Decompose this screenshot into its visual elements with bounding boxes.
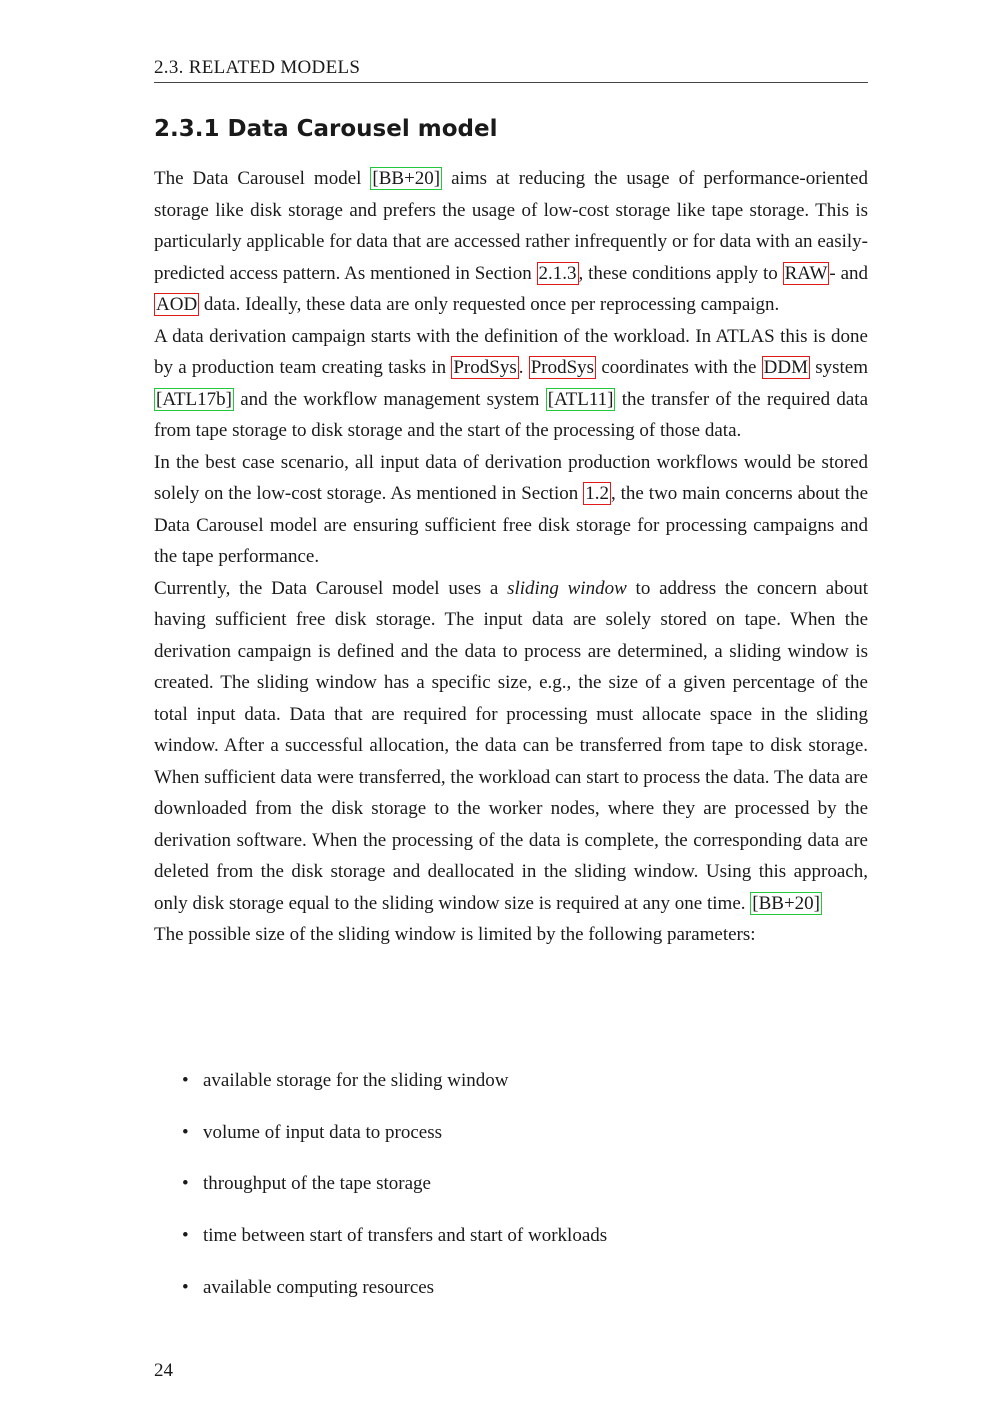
paragraph-5: The possible size of the sliding window is limited by the following parameters:: [154, 924, 756, 945]
glossary-link-prodsys[interactable]: ProdSys: [453, 357, 517, 378]
text-run: In the best case scenario, all input data of derivation production workflows would be stored solely on the low-cost storage. As mentioned in Section: [154, 451, 868, 504]
text-run: the transfer of the required data from tape storage to disk storage and the start of the processing of those data.: [154, 388, 869, 441]
parameter-list: [182, 1064, 607, 1322]
section-number: 2.3.1: [154, 116, 220, 142]
bullet-icon: •: [182, 1276, 189, 1298]
paragraph-1: [154, 163, 868, 321]
bullet-icon: •: [182, 1070, 189, 1091]
list-item-text: time between start of transfers and start of workloads: [203, 1225, 608, 1247]
emphasis-term: sliding window: [507, 577, 627, 599]
list-item-text: throughput of the tape storage: [203, 1173, 431, 1195]
glossary-link-aod[interactable]: AOD: [156, 294, 198, 315]
text-run: system: [809, 357, 869, 378]
paragraph-4: [154, 573, 868, 920]
running-header: 2.3. RELATED MODELS: [154, 57, 868, 83]
list-item-text: available storage for the sliding window: [203, 1070, 509, 1091]
list-item: [182, 1064, 607, 1116]
text-run: aims at reducing the usage of performance-oriented storage like disk storage and prefers the usage of low-cost storage like tape storage. This is particularly applicable for data that are accessed rather infrequently or for data with an easily-predicted access pattern. As mentioned in Section: [154, 168, 868, 284]
section-link-2-1-3[interactable]: 2.1.3: [538, 262, 577, 284]
list-item: [182, 1219, 607, 1271]
text-run: .: [518, 357, 529, 378]
citation-link-atl17b[interactable]: [ATL17b]: [156, 388, 232, 410]
text-run: data. Ideally, these data are only requested once per reprocessing campaign.: [199, 294, 780, 315]
text-run: Currently, the Data Carousel model uses a: [154, 577, 508, 599]
text-run: , the two main concerns about the Data Carousel model are ensuring sufficient free disk storage for processing campaigns and the tape performance.: [154, 483, 868, 567]
section-link-1-2[interactable]: 1.2: [585, 483, 609, 504]
bullet-icon: •: [182, 1173, 189, 1195]
glossary-link-prodsys[interactable]: ProdSys: [530, 357, 595, 378]
citation-link-bb20[interactable]: [BB+20]: [752, 892, 820, 914]
list-item-text: volume of input data to process: [203, 1121, 443, 1143]
bullet-icon: •: [182, 1225, 189, 1247]
text-run: to address the concern about having sufficient free disk storage. The input data are solely stored on tape. When the derivation campaign is defined and the data to process are determined, a sliding window is created. The sliding window has a specific size, e.g., the size of a given percentage of the total input data. Data that are required for processing must allocate space in the sliding window. After a successful allocation, the data can be transferred from tape to disk storage. When sufficient data were transferred, the workload can start to process the data. The data are downloaded from the disk storage to the worker nodes, where they are processed by the derivation software. When the processing of the data is complete, the corresponding data are deleted from the disk storage and deallocated in the sliding window. Using this approach, only disk storage equal to the sliding window size is required at any one time.: [154, 577, 869, 914]
page-number: 24: [154, 1360, 173, 1381]
text-run: - and: [829, 262, 869, 284]
text-run: coordinates with the: [596, 357, 762, 378]
list-item: [182, 1116, 607, 1168]
paragraph-2: [154, 321, 868, 447]
citation-link-atl11[interactable]: [ATL11]: [547, 388, 614, 410]
list-item-text: available computing resources: [203, 1276, 435, 1298]
body-text: [154, 163, 868, 951]
text-run: The Data Carousel model: [154, 168, 371, 189]
list-item: [182, 1167, 607, 1219]
section-title: Data Carousel model: [227, 116, 498, 142]
text-run: A data derivation campaign starts with the definition of the workload. In ATLAS this is done by a production team creating tasks in: [154, 325, 868, 378]
bullet-icon: •: [182, 1121, 189, 1143]
glossary-link-ddm[interactable]: DDM: [763, 357, 808, 378]
paragraph-3: [154, 447, 868, 573]
list-item: [182, 1271, 607, 1323]
text-run: , these conditions apply to: [578, 262, 783, 284]
citation-link-bb20[interactable]: [BB+20]: [372, 168, 441, 189]
glossary-link-raw[interactable]: RAW: [784, 262, 828, 284]
section-heading: [154, 116, 497, 142]
text-run: and the workflow management system: [233, 388, 546, 410]
